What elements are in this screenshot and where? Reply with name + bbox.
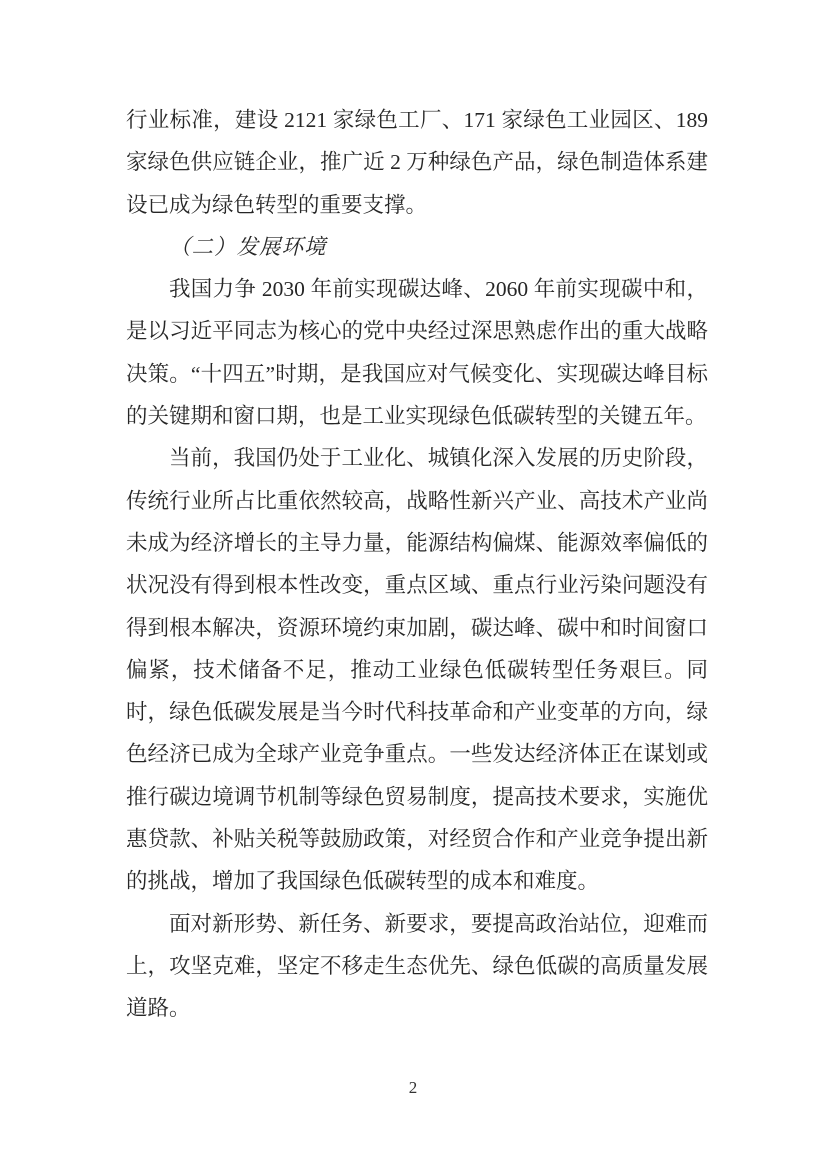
text-block [126, 99, 708, 1030]
paragraph: 当前，我国仍处于工业化、城镇化深入发展的历史阶段，传统行业所占比重依然较高，战略性新兴产业、高技术产业尚未成为经济增长的主导力量，能源结构偏煤、能源效率偏低的状况没有得到根本性改变，重点区域、重点行业污染问题没有得到根本解决，资源环境约束加剧，碳达峰、碳中和时间窗口偏紧，技术储备不足，推动工业绿色低碳转型任务艰巨。同时，绿色低碳发展是当今时代科技革命和产业变革的方向，绿色经济已成为全球产业竞争重点。一些发达经济体正在谋划或推行碳边境调节机制等绿色贸易制度，提高技术要求，实施优惠贷款、补贴关税等鼓励政策，对经贸合作和产业竞争提出新的挑战，增加了我国绿色低碳转型的成本和难度。 [126, 446, 708, 894]
page-number: 2 [408, 1078, 418, 1097]
section-heading: （二）发展环境 [169, 234, 327, 259]
paragraph-continuation: 行业标准，建设 2121 家绿色工厂、171 家绿色工业园区、189 家绿色供应链企业，推广近 2 万种绿色产品，绿色制造体系建设已成为绿色转型的重要支撑。 [126, 108, 708, 217]
paragraph: 面对新形势、新任务、新要求，要提高政治站位，迎难而上，攻坚克难，坚定不移走生态优先、绿色低碳的高质量发展道路。 [126, 911, 708, 1021]
paragraph: 我国力争 2030 年前实现碳达峰、2060 年前实现碳中和，是以习近平同志为核心的党中央经过深思熟虑作出的重大战略决策。“十四五”时期，是我国应对气候变化、实现碳达峰目标的关键期和窗口期，也是工业实现绿色低碳转型的关键五年。 [126, 277, 708, 429]
